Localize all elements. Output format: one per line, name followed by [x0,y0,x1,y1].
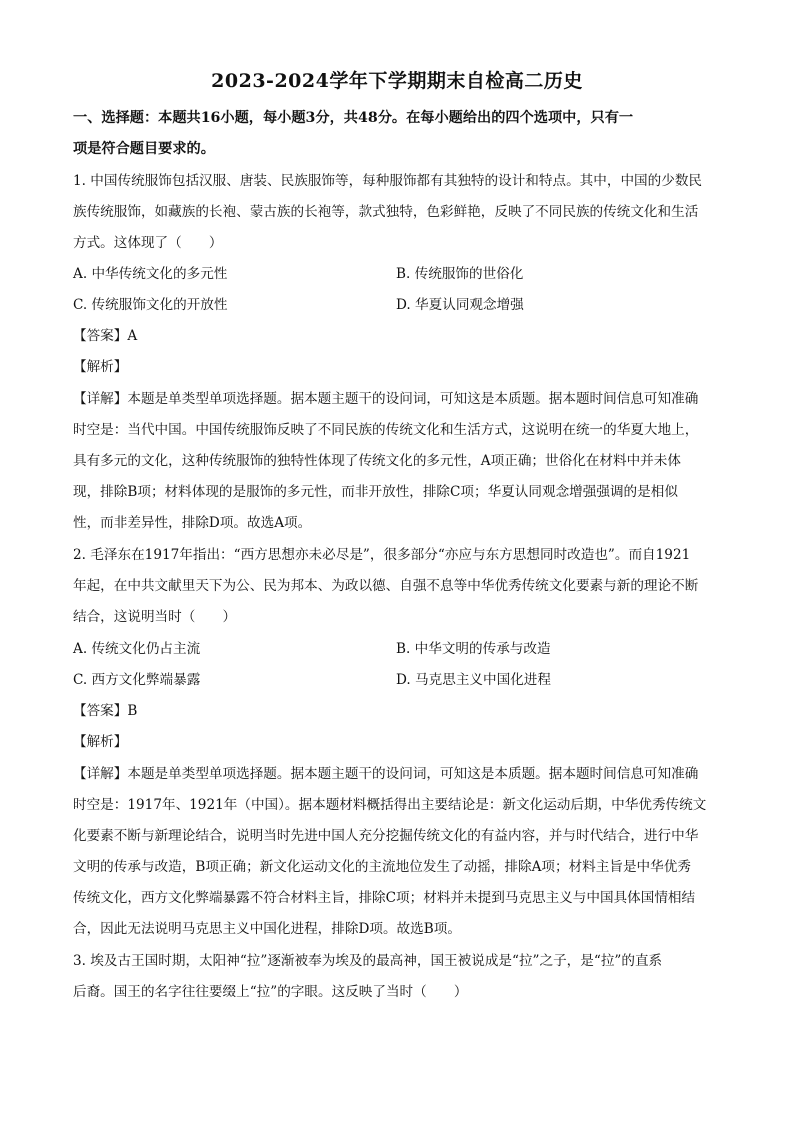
q1-analysis-label: 【解析】 [73,359,128,375]
q1-stem-line-3: 方式。这体现了（ ） [73,235,223,251]
q3-stem-line-2: 后裔。国王的名字往往要缀上“拉”的字眼。这反映了当时（ ） [73,984,468,1000]
q1-detail-line-4: 现，排除B项；材料体现的是服饰的多元性，而非开放性，排除C项；华夏认同观念增强强调的是相似 [73,484,678,500]
q2-option-a: A. 传统文化仍占主流 [73,641,201,657]
q2-detail-line-2: 时空是：1917年、1921年（中国）。据本题材料概括得出主要结论是：新文化运动后期，中华优秀传统文 [73,797,707,813]
q2-detail-line-3: 化要素不断与新理论结合，说明当时先进中国人充分挖掘传统文化的有益内容，并与时代结合，进行中华 [73,828,699,844]
page-title: 2023-2024学年下学期期末自检高二历史 [211,70,583,92]
q2-stem-line-3: 结合，这说明当时（ ） [73,609,237,625]
q2-detail-line-4: 文明的传承与改造，B项正确；新文化运动文化的主流地位发生了动摇，排除A项；材料主旨是中华优秀 [73,859,691,875]
q1-option-a: A. 中华传统文化的多元性 [73,266,228,282]
q2-answer: 【答案】B [73,703,138,719]
q1-detail-line-5: 性，而非差异性，排除D项。故选A项。 [73,515,312,531]
q1-detail-line-3: 具有多元的文化，这种传统服饰的独特性体现了传统文化的多元性，A项正确；世俗化在材料中并未体 [73,453,681,469]
q2-stem-line-2: 年起，在中共文献里天下为公、民为邦本、为政以德、自强不息等中华优秀传统文化要素与新的理论不断 [73,578,699,594]
section-heading-line-1: 一、选择题：本题共16小题，每小题3分，共48分。在每小题给出的四个选项中，只有一 [73,110,634,126]
q1-option-d: D. 华夏认同观念增强 [396,297,524,313]
q2-detail-line-6: 合，因此无法说明马克思主义中国化进程，排除D项。故选B项。 [73,921,461,937]
q1-answer: 【答案】A [73,328,138,344]
q2-option-b: B. 中华文明的传承与改造 [396,641,551,657]
q3-stem-line-1: 3. 埃及古王国时期，太阳神“拉”逐渐被奉为埃及的最高神，国王被说成是“拉”之子，是“拉”的直系 [73,953,663,969]
q2-detail-line-1: 【详解】本题是单类型单项选择题。据本题主题干的设问词，可知这是本质题。据本题时间信息可知准确 [73,766,699,782]
q1-stem-line-1: 1. 中国传统服饰包括汉服、唐装、民族服饰等，每种服饰都有其独特的设计和特点。其中，中国的少数民 [73,173,703,189]
q2-analysis-label: 【解析】 [73,734,128,750]
section-heading-line-2: 项是符合题目要求的。 [73,141,215,157]
q2-option-d: D. 马克思主义中国化进程 [396,672,551,688]
q2-detail-line-5: 传统文化，西方文化弊端暴露不符合材料主旨，排除C项；材料并未提到马克思主义与中国具体国情相结 [73,890,696,906]
q1-option-b: B. 传统服饰的世俗化 [396,266,524,282]
q2-option-c: C. 西方文化弊端暴露 [73,672,201,688]
q1-detail-line-2: 时空是：当代中国。中国传统服饰反映了不同民族的传统文化和生活方式，这说明在统一的华夏大地上， [73,422,699,438]
q1-stem-line-2: 族传统服饰，如藏族的长袍、蒙古族的长袍等，款式独特，色彩鲜艳，反映了不同民族的传统文化和生活 [73,204,699,220]
q1-detail-line-1: 【详解】本题是单类型单项选择题。据本题主题干的设问词，可知这是本质题。据本题时间信息可知准确 [73,391,699,407]
q2-stem-line-1: 2. 毛泽东在1917年指出：“西方思想亦未必尽是”，很多部分“亦应与东方思想同时改造也”。而自1921 [73,547,691,563]
q1-option-c: C. 传统服饰文化的开放性 [73,297,228,313]
